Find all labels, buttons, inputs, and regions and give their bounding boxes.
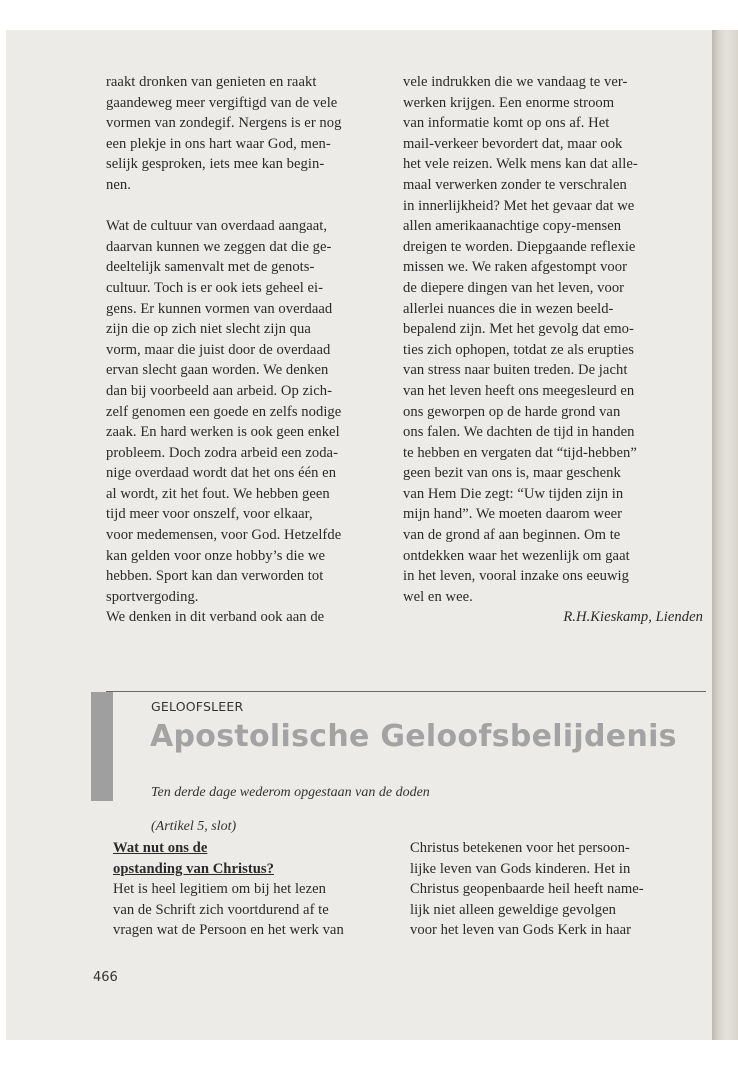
paragraph — [403, 72, 703, 607]
paragraph — [106, 216, 378, 628]
text-line: sportvergoding. — [106, 588, 199, 605]
text-line: al wordt, zit het fout. We hebben geen — [106, 485, 330, 502]
text-line: nen. — [106, 176, 131, 193]
text-line: lijke leven van Gods kinderen. Het in — [410, 860, 631, 877]
text-line: zelf genomen een goede en zelfs nodige — [106, 403, 342, 420]
text-line: (Artikel 5, slot) — [151, 819, 237, 834]
bottom-right-column — [410, 838, 700, 941]
book-spine-shadow — [712, 30, 738, 1040]
section-accent-bar — [91, 692, 113, 801]
text-line: opstanding van Christus? — [113, 860, 274, 877]
text-line: mail-verkeer bevordert dat, maar ook — [403, 135, 623, 152]
text-line: geen bezit van ons is, maar geschenk — [403, 465, 621, 482]
text-line: van Hem Die zegt: “Uw tijden zijn in — [403, 485, 624, 502]
text-line: Ten derde dage wederom opgestaan van de doden — [151, 785, 430, 800]
text-line: van het leven heeft ons meegesleurd en — [403, 382, 635, 399]
text-line: te hebben en vergaten dat “tijd-hebben” — [403, 444, 637, 461]
paragraph — [410, 838, 700, 941]
text-line: Christus geopenbaarde heil heeft name- — [410, 881, 644, 898]
text-line: raakt dronken van genieten en raakt — [106, 74, 317, 90]
text-line: kan gelden voor onze hobby’s die we — [106, 547, 325, 564]
text-line: van stress naar buiten treden. De jacht — [403, 362, 628, 379]
text-line: lijk niet alleen geweldige gevolgen — [410, 901, 616, 918]
text-line: ons falen. We dachten de tijd in handen — [403, 424, 635, 441]
text-line: zijn die op zich niet slecht zijn qua — [106, 321, 311, 338]
author-signature: R.H.Kieskamp, Lienden — [563, 609, 703, 626]
text-line: de diepere dingen van het leven, voor — [403, 279, 625, 296]
text-line: Wat nut ons de — [113, 840, 208, 856]
text-line: nige overdaad wordt dat het ons één en — [106, 465, 337, 482]
text-line: gaandeweg meer vergiftigd van de vele — [106, 94, 338, 111]
text-line: probleem. Doch zodra arbeid een zoda- — [106, 444, 338, 461]
article-title: Apostolische Geloofsbelijdenis — [150, 719, 677, 754]
text-line: een plekje in ons hart waar God, men- — [106, 135, 331, 152]
text-line: We denken in dit verband ook aan de — [106, 609, 325, 626]
text-line: vragen wat de Persoon en het werk van — [113, 922, 344, 939]
text-line: mijn hand”. We moeten daarom weer — [403, 506, 623, 523]
text-line: werken krijgen. Een enorme stroom — [403, 94, 615, 111]
text-line: in innerlijkheid? Met het gevaar dat we — [403, 197, 635, 214]
text-line: hebben. Sport kan dan verworden tot — [106, 568, 324, 585]
text-line: selijk gesproken, iets mee kan begin- — [106, 156, 325, 173]
text-line: ervan slecht gaan worden. We denken — [106, 362, 329, 379]
subheading — [113, 838, 383, 879]
text-line: van de Schrift zich voortdurend af te — [113, 901, 329, 918]
text-line: cultuur. Toch is er ook iets geheel ei- — [106, 279, 324, 296]
text-line: voor het leven van Gods Kerk in haar — [410, 922, 632, 939]
bottom-left-column — [113, 838, 383, 941]
text-line: vele indrukken die we vandaag te ver- — [403, 74, 628, 90]
paragraph — [106, 72, 378, 196]
text-line: deeltelijk samenvalt met de genots- — [106, 259, 315, 276]
text-line: maal verwerken zonder te verschralen — [403, 176, 627, 193]
text-line: Het is heel legitiem om bij het lezen — [113, 881, 326, 898]
top-left-column — [106, 72, 378, 628]
text-line: gens. Er kunnen vormen van overdaad — [106, 300, 333, 317]
text-line: daarvan kunnen we zeggen dat die ge- — [106, 238, 332, 255]
text-line: van de grond af aan beginnen. Om te — [403, 527, 621, 544]
paragraph — [113, 879, 383, 941]
text-line: dan bij voorbeeld aan arbeid. Op zich- — [106, 382, 332, 399]
text-line: zaak. En hard werken is ook geen enkel — [106, 424, 340, 441]
text-line: missen we. We raken afgestompt voor — [403, 259, 628, 276]
text-line: dreigen te worden. Diepgaande reflexie — [403, 238, 636, 255]
text-line: ties zich ophopen, totdat ze als erupties — [403, 341, 635, 358]
text-line: allerlei nuances die in wezen beeld- — [403, 300, 614, 317]
text-line: wel en wee. — [403, 588, 473, 605]
text-line: van informatie komt op ons af. Het — [403, 115, 610, 132]
text-line: het vele reizen. Welk mens kan dat alle- — [403, 156, 638, 173]
text-line: Wat de cultuur van overdaad aangaat, — [106, 218, 328, 235]
text-line: vorm, maar die juist door de overdaad — [106, 341, 331, 358]
text-line: bepalend zijn. Met het gevolg dat emo- — [403, 321, 634, 338]
text-line: voor medemensen, voor God. Hetzelfde — [106, 527, 342, 544]
section-label: GELOOFSLEER — [151, 699, 244, 714]
section-divider — [106, 691, 706, 692]
text-line: Christus betekenen voor het persoon- — [410, 840, 630, 856]
text-line: ontdekken waar het wezenlijk om gaat — [403, 547, 630, 564]
text-line: in het leven, vooral inzake ons eeuwig — [403, 568, 630, 585]
text-line: tijd meer voor onszelf, voor elkaar, — [106, 506, 313, 523]
text-line: ons geworpen op de harde grond van — [403, 403, 621, 420]
page-number: 466 — [93, 970, 118, 985]
text-line: vormen van zondegif. Nergens is er nog — [106, 115, 342, 132]
text-line: allen amerikaanachtige copy-mensen — [403, 218, 622, 235]
top-right-column — [403, 72, 703, 628]
